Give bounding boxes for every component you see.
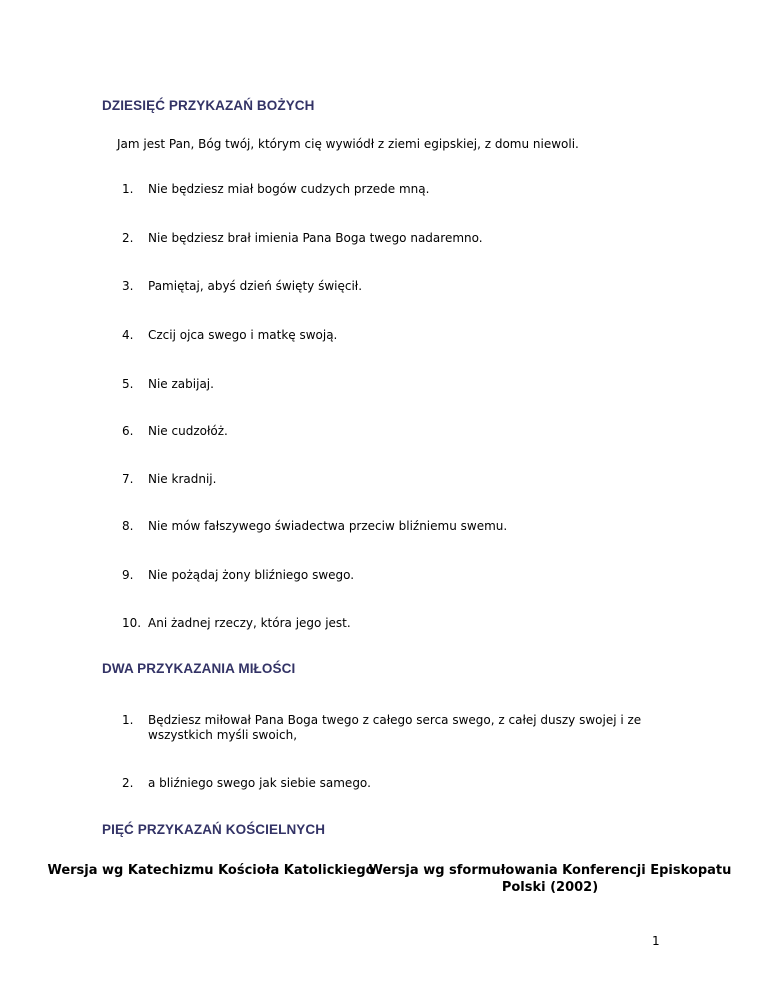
item-text: Nie będziesz miał bogów cudzych przede mną. <box>148 182 430 196</box>
heading-two-commandments-of-love: DWA PRZYKAZANIA MIŁOŚCI <box>102 661 296 676</box>
column-header-right-line-1: Wersja wg sformułowania Konferencji Episkopatu <box>368 863 732 878</box>
item-text: Nie mów fałszywego świadectwa przeciw bliźniemu swemu. <box>148 519 508 533</box>
item-text <box>148 713 648 743</box>
item-number: 2. <box>122 776 134 790</box>
item-number: 3. <box>122 279 134 293</box>
item-number: 1. <box>122 182 134 196</box>
item-text: Ani żadnej rzeczy, która jego jest. <box>148 616 351 630</box>
item-number: 9. <box>122 568 134 582</box>
item-number: 1. <box>122 713 134 727</box>
item-number: 8. <box>122 519 134 533</box>
item-number: 7. <box>122 472 134 486</box>
item-text: Nie kradnij. <box>148 472 217 486</box>
intro-text: Jam jest Pan, Bóg twój, którym cię wywiódł z ziemi egipskiej, z domu niewoli. <box>117 137 579 151</box>
item-number: 5. <box>122 377 134 391</box>
item-text-line-2: wszystkich myśli swoich, <box>148 728 298 742</box>
item-number: 10. <box>122 616 142 630</box>
heading-five-church-commandments: PIĘĆ PRZYKAZAŃ KOŚCIELNYCH <box>102 822 326 837</box>
item-text: a bliźniego swego jak siebie samego. <box>148 776 371 790</box>
column-header-right <box>364 862 736 896</box>
page-number: 1 <box>652 934 660 948</box>
heading-ten-commandments: DZIESIĘĆ PRZYKAZAŃ BOŻYCH <box>102 98 315 113</box>
item-text: Pamiętaj, abyś dzień święty święcił. <box>148 279 363 293</box>
item-text: Nie zabijaj. <box>148 377 214 391</box>
column-header-left: Wersja wg Katechizmu Kościoła Katolickiego <box>47 863 375 878</box>
column-header-right-line-2: Polski (2002) <box>501 880 599 895</box>
item-text: Czcij ojca swego i matkę swoją. <box>148 328 338 342</box>
item-text: Nie cudzołóż. <box>148 424 228 438</box>
item-number: 4. <box>122 328 134 342</box>
item-text-line-1: Będziesz miłował Pana Boga twego z całego serca swego, z całej duszy swojej i ze <box>148 713 642 727</box>
item-text: Nie będziesz brał imienia Pana Boga twego nadaremno. <box>148 231 483 245</box>
item-number: 6. <box>122 424 134 438</box>
item-text: Nie pożądaj żony bliźniego swego. <box>148 568 355 582</box>
item-number: 2. <box>122 231 134 245</box>
